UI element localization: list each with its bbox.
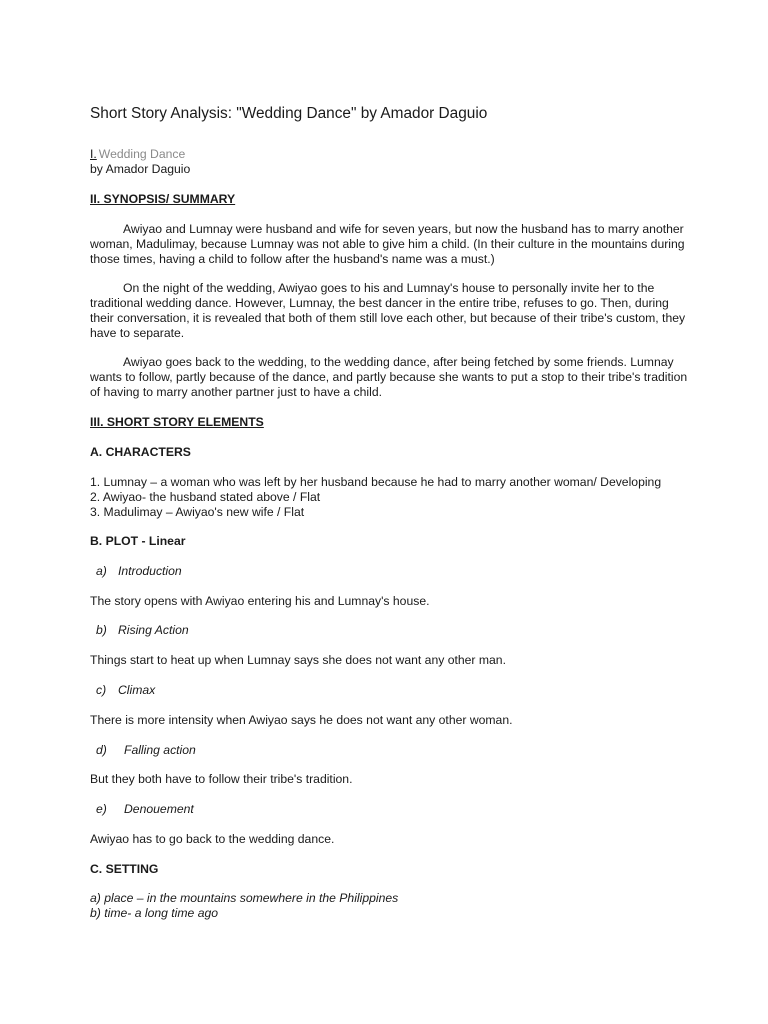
plot-stage-text: But they both have to follow their tribe's tradition.: [90, 772, 353, 786]
plot-stage-label: d) Falling action: [96, 743, 196, 757]
characters-heading: A. CHARACTERS: [90, 445, 191, 459]
plot-stage-label: b) Rising Action: [96, 623, 189, 637]
setting-heading: C. SETTING: [90, 862, 159, 876]
section-1-line: [90, 147, 185, 162]
plot-stage-text: There is more intensity when Awiyao says he does not want any other woman.: [90, 713, 513, 727]
synopsis-heading: II. SYNOPSIS/ SUMMARY: [90, 192, 236, 206]
synopsis-paragraph-2: On the night of the wedding, Awiyao goes to his and Lumnay's house to personally invite her to the traditional wedding dance. However, Lumnay, the best dancer in the entire tribe, refuses to go. Then, during their conversation, it is revealed that both of them still love each other, but because of their tribe's custom, they have to separate.: [90, 281, 686, 340]
plot-stage-label: e) Denouement: [96, 802, 194, 816]
elements-heading: III. SHORT STORY ELEMENTS: [90, 415, 264, 429]
plot-stage-text: Awiyao has to go back to the wedding dance.: [90, 832, 335, 846]
plot-heading: B. PLOT - Linear: [90, 534, 186, 548]
document-title: Short Story Analysis: "Wedding Dance" by Amador Daguio: [90, 105, 488, 122]
plot-stage-label: c) Climax: [96, 683, 156, 697]
character-item: 3. Madulimay – Awiyao's new wife / Flat: [90, 505, 305, 519]
plot-stage-text: Things start to heat up when Lumnay says she does not want any other man.: [90, 653, 506, 667]
plot-stage-label: a) Introduction: [96, 564, 182, 578]
synopsis-paragraph-3: Awiyao goes back to the wedding, to the wedding dance, after being fetched by some friends. Lumnay wants to follow, partly because of the dance, and partly because she wants to put a stop to their tribe's tradition of having to marry another partner just to have a child.: [90, 355, 688, 399]
story-title-link[interactable]: Wedding Dance: [98, 147, 186, 161]
section-1-number: I.: [90, 147, 97, 161]
story-author: by Amador Daguio: [90, 162, 191, 176]
character-item: 1. Lumnay – a woman who was left by her husband because he had to marry another woman/ Developing: [90, 475, 662, 489]
character-item: 2. Awiyao- the husband stated above / Flat: [90, 490, 321, 504]
plot-stage-text: The story opens with Awiyao entering his and Lumnay's house.: [90, 594, 430, 608]
synopsis-paragraph-1: Awiyao and Lumnay were husband and wife for seven years, but now the husband has to marry another woman, Madulimay, because Lumnay was not able to give him a child. (In their culture in the mountains during those times, having a child to follow after the husband's name was a must.): [90, 222, 685, 266]
setting-item: b) time- a long time ago: [90, 906, 219, 920]
setting-item: a) place – in the mountains somewhere in the Philippines: [90, 891, 399, 905]
